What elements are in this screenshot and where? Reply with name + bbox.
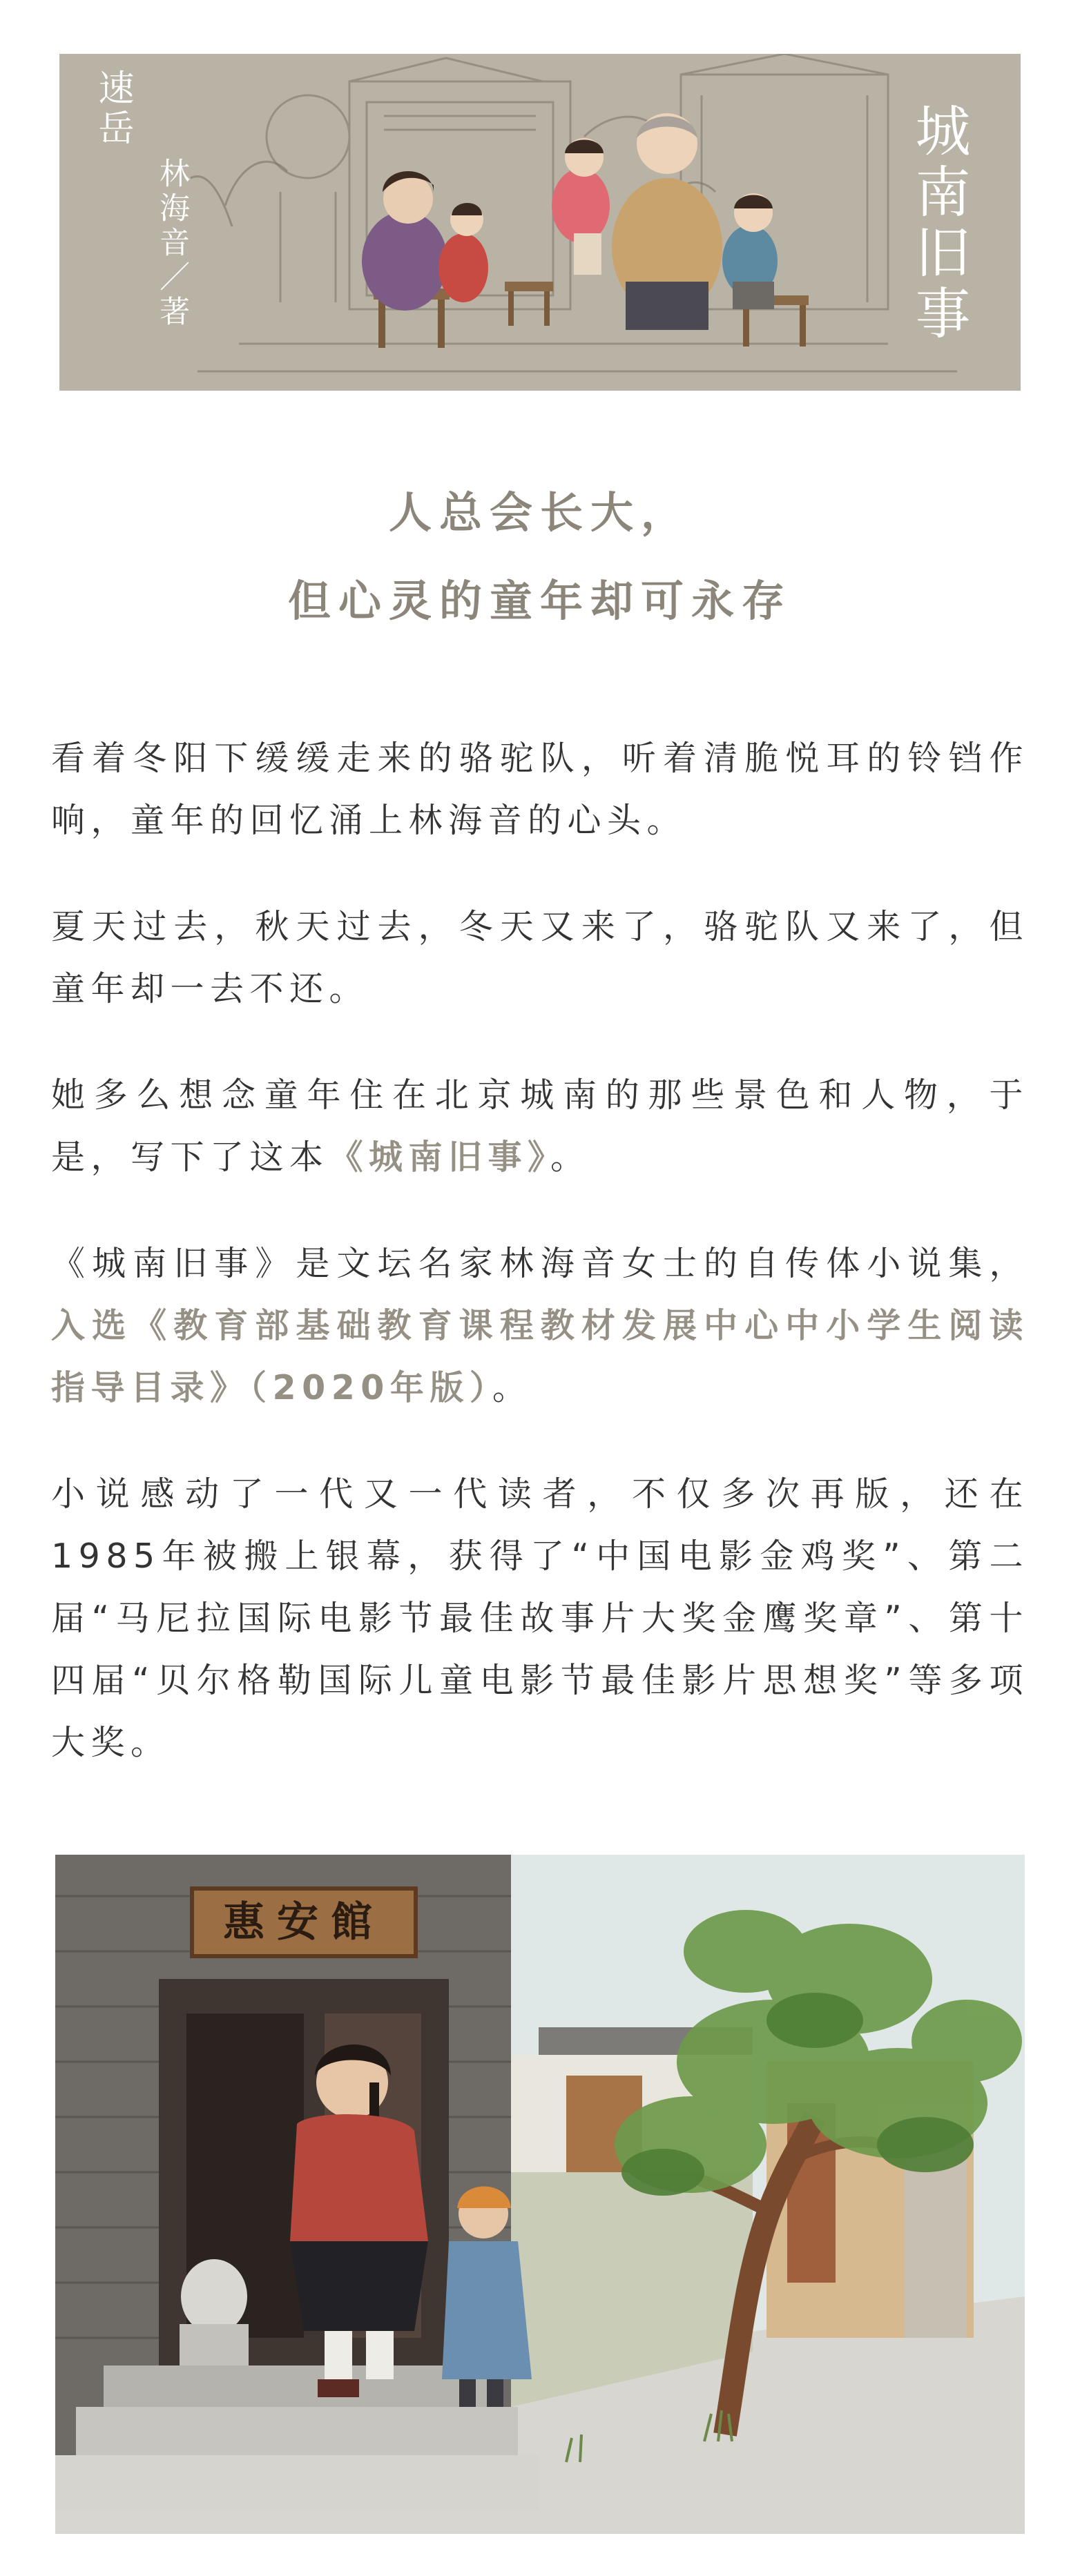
- shop-sign-huianguan: 惠安館: [190, 1886, 418, 1958]
- banner-illustration: [59, 54, 1021, 391]
- book-cover-banner: [59, 54, 1021, 391]
- paragraph-text: 她多么想念童年住在北京城南的那些景色和人物，于是，写下了这本: [51, 1075, 1029, 1177]
- paragraph-book-intro: [51, 1233, 1029, 1419]
- paragraph-text: 。: [550, 1138, 590, 1177]
- paragraph-camel-caravan: 看着冬阳下缓缓走来的骆驼队，听着清脆悦耳的铃铛作响，童年的回忆涌上林海音的心头。: [51, 739, 1029, 840]
- illustrator-credit: 速岳: [92, 69, 133, 149]
- tagline-line-1: 人总会长大，: [388, 487, 691, 538]
- hutong-scene-illustration: [55, 1855, 1025, 2534]
- paragraph-memories: [51, 1064, 1029, 1189]
- paragraph-text: 。: [492, 1368, 532, 1407]
- paragraph-text: 《城南旧事》是文坛名家林海音女士的自传体小说集，: [51, 1244, 1029, 1283]
- reading-list-highlight: 入选《教育部基础教育课程教材发展中心中小学生阅读指导目录》（2020年版）: [51, 1306, 1029, 1407]
- book-title-highlight: 《城南旧事》: [329, 1138, 551, 1177]
- book-title-vertical: 城南旧事: [906, 102, 970, 345]
- paragraph-seasons: 夏天过去，秋天过去，冬天又来了，骆驼队又来了，但童年却一去不还。: [51, 907, 1029, 1008]
- paragraph-awards: 小说感动了一代又一代读者，不仅多次再版，还在1985年被搬上银幕，获得了“中国电影金鸡奖”、第二届“马尼拉国际电影节最佳故事片大奖金鹰奖章”、第十四届“贝尔格勒国际儿童电影节最佳影片思想奖”等多项大奖。: [51, 1474, 1029, 1762]
- author-credit: 林海音／著: [154, 157, 189, 330]
- tagline-line-2: 但心灵的童年却可永存: [287, 576, 792, 626]
